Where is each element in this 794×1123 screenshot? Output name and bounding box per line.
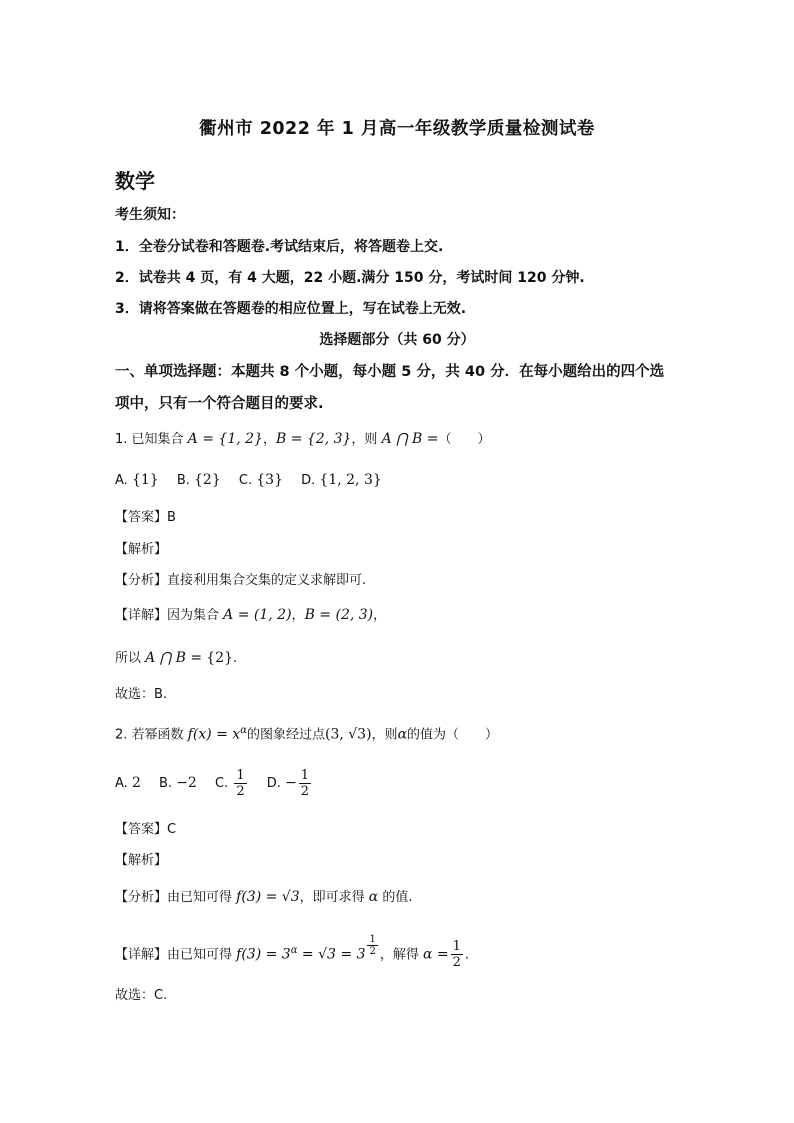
- q1-conclusion: 故选：B.: [115, 687, 168, 702]
- q2-stem: 2. 若幂函数 $f(x) = x^\alpha$的图象经过点(3, √3)，则α的值为（ ）: [115, 725, 499, 743]
- q1-detail: 【详解】因为集合 A = (1, 2)，B = (2, 3)，: [115, 607, 387, 623]
- section-instruction-line1: 一、单项选择题：本题共 8 个小题，每小题 5 分，共 40 分．在每小题给出的四个选: [115, 364, 665, 380]
- q2-option-d: D. − $\frac{1}{2}$: [266, 768, 310, 799]
- q2-detail: 【详解】由已知可得 $f(3) = 3^\alpha = √3 = 3$ $\frac{1}{2}$ ，解得 α = $\frac{1}{2}$ .: [115, 934, 470, 971]
- q2-detail-expression: f(3) = 3: [236, 946, 291, 963]
- notice-item-3: 3．请将答案做在答题卷的相应位置上，写在试卷上无效.: [115, 301, 467, 317]
- q1-option-a: A. {1}: [115, 472, 159, 488]
- q1-stem-prefix: 1. 已知集合: [115, 432, 188, 447]
- q2-function-exponent: α: [240, 725, 247, 736]
- q1-detail-set-b: B = (2, 3): [304, 607, 374, 623]
- q2-function: f(x) = x: [187, 726, 241, 743]
- q2-option-c: C. $\frac{1}{2}$: [214, 768, 245, 799]
- q1-detail-set-a: A = (1, 2): [223, 607, 292, 623]
- q1-expression: A ⋂ B =: [381, 431, 439, 447]
- q2-analysis-label: 【解析】: [115, 853, 168, 868]
- q1-so-expression: A ⋂ B =: [145, 650, 203, 666]
- q1-stem-mid: ，则: [351, 432, 382, 447]
- q1-comma: ，: [262, 432, 276, 447]
- notice-item-2: 2．试卷共 4 页，有 4 大题，22 小题.满分 150 分，考试时间 120 分钟.: [115, 270, 585, 286]
- exam-title: 衢州市 2022 年 1 月高一年级教学质量检测试卷: [199, 119, 595, 139]
- q1-option-c: C. {3}: [238, 472, 283, 488]
- q1-fenxi-label: 【分析】: [115, 573, 168, 588]
- q2-conclusion: 故选：C.: [115, 988, 168, 1003]
- q2-detail-exponent: $\frac{1}{2}$: [369, 934, 376, 957]
- q2-option-a: A. 2: [115, 775, 141, 791]
- q1-answer: [115, 508, 176, 528]
- q2-options: [115, 765, 327, 802]
- q1-stem: [115, 429, 491, 450]
- q2-answer-value: C: [167, 822, 177, 837]
- q2-point: (3, √3): [324, 726, 372, 743]
- q1-options: [115, 470, 396, 491]
- q1-so-value: {2}: [206, 650, 233, 666]
- q1-stem-suffix: （ ）: [438, 432, 491, 447]
- section-title: 选择题部分（共 60 分）: [319, 332, 475, 348]
- notice-item-1: 1．全卷分试卷和答题卷.考试结束后，将答题卷上交.: [115, 239, 444, 255]
- q2-detail-label: 【详解】: [115, 947, 168, 963]
- q1-fenxi: [115, 571, 366, 591]
- q1-analysis-label: 【解析】: [115, 542, 168, 557]
- q2-fenxi-label: 【分析】: [115, 890, 168, 905]
- notice-heading: 考生须知：: [115, 207, 185, 223]
- q1-option-b: B. {2}: [176, 472, 221, 488]
- section-instruction-line2: 项中，只有一个符合题目的要求.: [115, 396, 324, 412]
- q2-fenxi: 【分析】由已知可得 f(3) = √3，即可求得 α 的值.: [115, 889, 413, 905]
- q2-fenxi-expression: f(3) = √3: [236, 889, 300, 905]
- q1-option-d: D. {1, 2, 3}: [301, 472, 382, 488]
- q2-answer: [115, 820, 176, 840]
- q1-detail-label: 【详解】: [115, 608, 168, 623]
- q2-answer-label: 【答案】: [115, 822, 168, 837]
- q2-option-b: B. −2: [159, 775, 197, 791]
- q1-answer-label: 【答案】: [115, 510, 168, 525]
- q1-answer-value: B: [167, 510, 176, 525]
- q1-set-a: A = {1, 2}: [187, 431, 263, 447]
- q2-detail-result: $\frac{1}{2}$: [452, 939, 461, 971]
- q1-so: 所以 A ⋂ B = {2}.: [115, 650, 238, 666]
- q1-set-b: B = {2, 3}: [275, 431, 352, 447]
- subject-heading: 数学: [115, 169, 155, 193]
- q1-fenxi-text: 直接利用集合交集的定义求解即可.: [167, 573, 367, 588]
- q2-alpha: α: [397, 726, 408, 743]
